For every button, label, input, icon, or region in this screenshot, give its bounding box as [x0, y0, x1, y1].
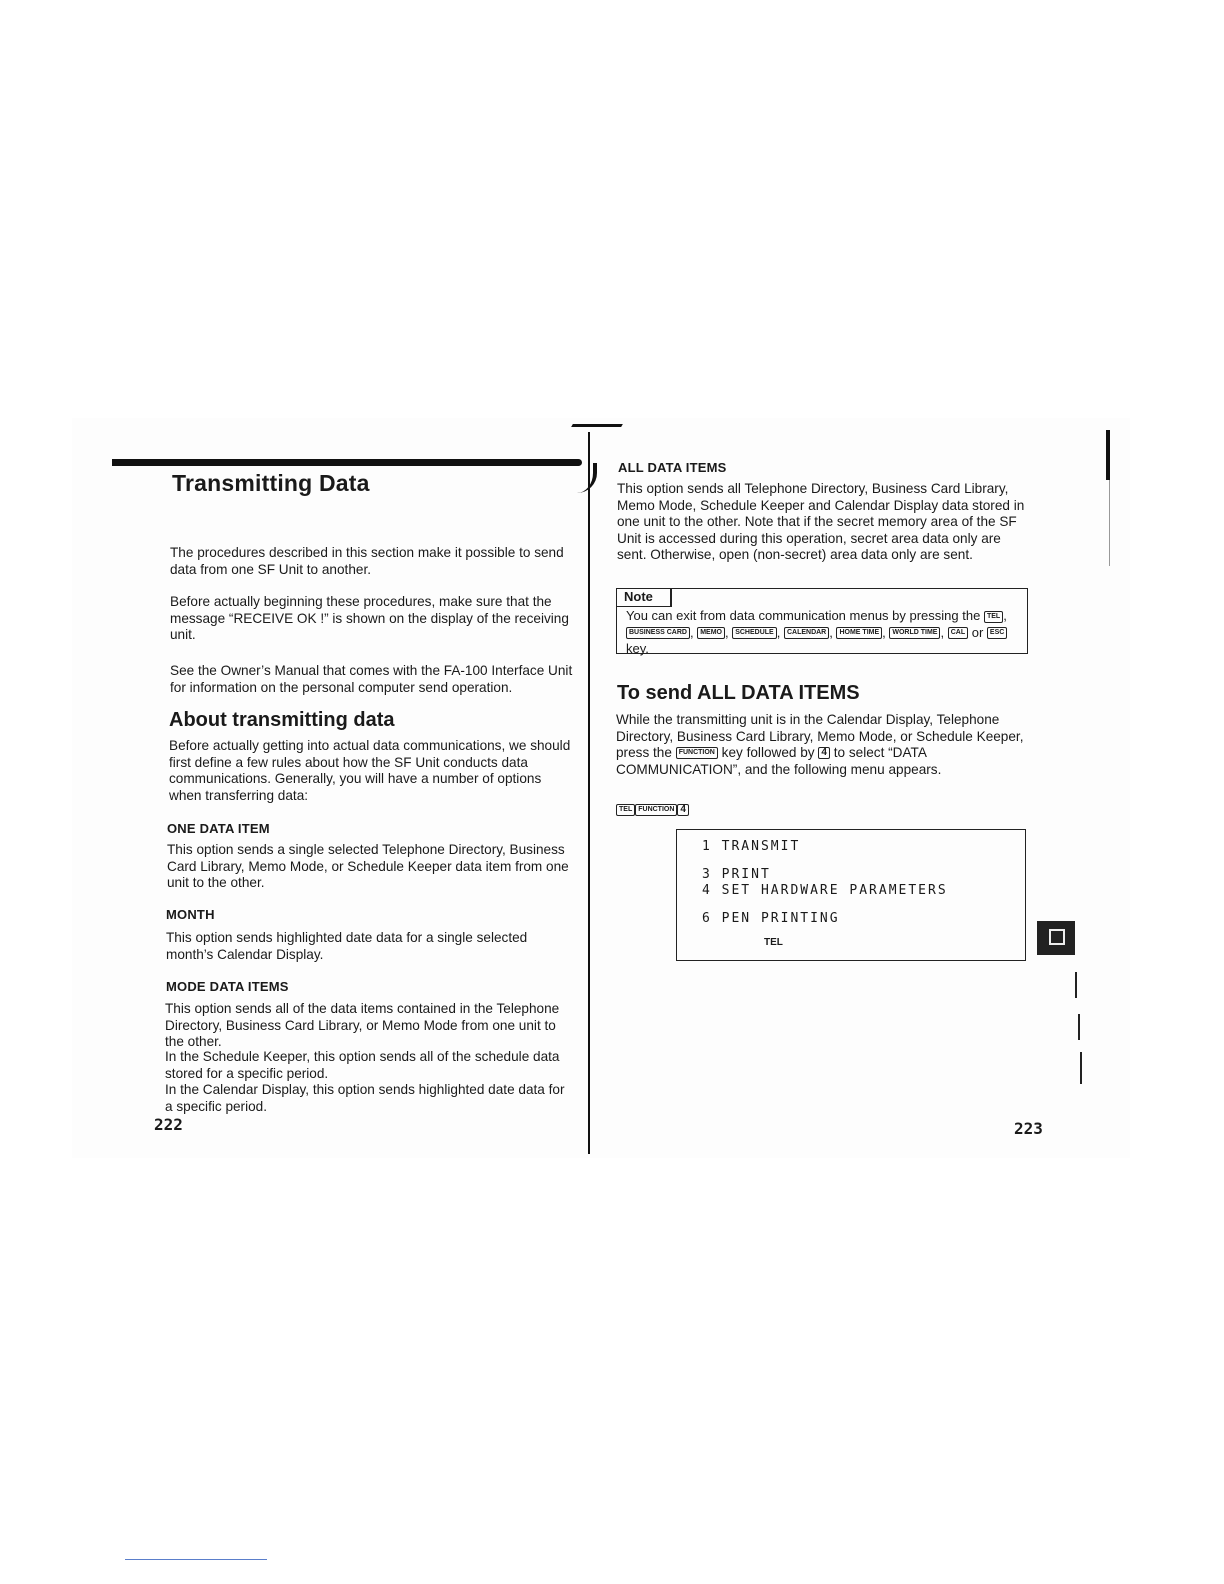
key-sequence [616, 801, 689, 819]
business-card-key-icon: BUSINESS CARD [626, 627, 690, 639]
option-heading-mode-data-items: MODE DATA ITEMS [166, 979, 289, 994]
edge-line [1109, 480, 1110, 566]
menu-mode-label: TEL [764, 937, 783, 948]
option-text-mode-data-items-schedule: In the Schedule Keeper, this option sends all of the schedule data stored for a specific period. [165, 1049, 560, 1081]
schedule-key-icon: SCHEDULE [732, 627, 777, 639]
function-key-icon: FUNCTION [635, 804, 677, 816]
send-heading: To send ALL DATA ITEMS [617, 682, 860, 704]
section-heading: About transmitting data [169, 709, 395, 731]
header-rule [112, 459, 582, 466]
all-data-items-heading: ALL DATA ITEMS [618, 460, 727, 475]
option-text-one-data-item: This option sends a single selected Telephone Directory, Business Card Library, Memo Mode, or Schedule Keeper data item from one unit to the other. [167, 842, 569, 890]
intro-paragraph-2: Before actually beginning these procedures, make sure that the message “RECEIVE OK !” is shown on the display of the receiving unit. [170, 594, 569, 642]
bottom-rule [125, 1559, 267, 1560]
option-heading-month: MONTH [166, 907, 215, 922]
page-spine [588, 432, 590, 1154]
home-time-key-icon: HOME TIME [836, 627, 882, 639]
note-or: or [971, 624, 984, 640]
menu-item-print: 3 PRINT [702, 867, 771, 882]
section-text: Before actually getting into actual data communications, we should first define a few rules about how the SF Unit conducts data communications. Generally, you will have a number of options when transferring data: [169, 738, 571, 803]
memo-key-icon: MEMO [697, 627, 725, 639]
margin-bar [1075, 972, 1077, 998]
four-key-icon: 4 [677, 804, 689, 816]
intro-paragraph-3: See the Owner’s Manual that comes with the FA-100 Interface Unit for information on the personal computer send operation. [170, 663, 573, 695]
intro-paragraph-1: The procedures described in this section make it possible to send data from one SF Unit to another. [170, 545, 564, 577]
send-text-middle: key followed by [721, 745, 815, 760]
spine-top-mark [571, 424, 623, 427]
world-time-key-icon: WORLD TIME [889, 627, 940, 639]
send-text-start: While the transmitting unit is in the Calendar Display, Telephone Directory, Business Card Library, Memo Mode, or Schedule Keeper, press the [616, 712, 1024, 760]
menu-item-pen-printing: 6 PEN PRINTING [702, 911, 840, 926]
margin-bar [1078, 1014, 1080, 1040]
page-number-right: 223 [1014, 1119, 1043, 1138]
tel-key-icon: TEL [984, 611, 1003, 623]
option-text-month: This option sends highlighted date data for a single selected month’s Calendar Display. [166, 930, 528, 962]
note-text: You can exit from data communication menus by pressing the TEL , BUSINESS CARD , MEMO , SCHEDULE , CALENDAR , HOME TIME , WORLD TIME , CAL or ESC key. [626, 608, 1007, 656]
page-title: Transmitting Data [172, 470, 370, 496]
note-text-start: You can exit from data communication menus by pressing the [626, 608, 981, 623]
menu-item-transmit: 1 TRANSMIT [702, 839, 801, 854]
all-data-items-text: This option sends all Telephone Directory, Business Card Library, Memo Mode, Schedule Keeper and Calendar Display data stored in one unit to the other. Note that if the secret memory area of the SF Unit is accessed during this operation, secret area data only are sent. Otherwise, open (non-secret) area data only are sent. [617, 481, 1025, 562]
option-heading-one-data-item: ONE DATA ITEM [167, 821, 270, 836]
note-end: key. [626, 641, 649, 656]
menu-item-set-hardware-parameters: 4 SET HARDWARE PARAMETERS [702, 883, 948, 898]
margin-bar [1080, 1052, 1082, 1084]
edge-mark [1106, 430, 1110, 480]
function-key-icon: FUNCTION [676, 747, 718, 759]
data-communication-icon [1037, 921, 1075, 955]
four-key-icon: 4 [818, 747, 830, 759]
note-label: Note [617, 588, 672, 607]
option-text-mode-data-items-calendar: In the Calendar Display, this option sends highlighted date data for a specific period. [165, 1082, 565, 1114]
calendar-key-icon: CALENDAR [784, 627, 829, 639]
tel-key-icon: TEL [616, 804, 635, 816]
send-text-end: to select “DATA COMMUNICATION”, and the following menu appears. [616, 745, 942, 777]
send-text [616, 712, 1026, 778]
option-text-mode-data-items: This option sends all of the data items contained in the Telephone Directory, Business Card Library, or Memo Mode from one unit to the other. [165, 1001, 560, 1049]
esc-key-icon: ESC [987, 627, 1007, 639]
cal-key-icon: CAL [948, 627, 968, 639]
page-number-left: 222 [154, 1115, 183, 1134]
